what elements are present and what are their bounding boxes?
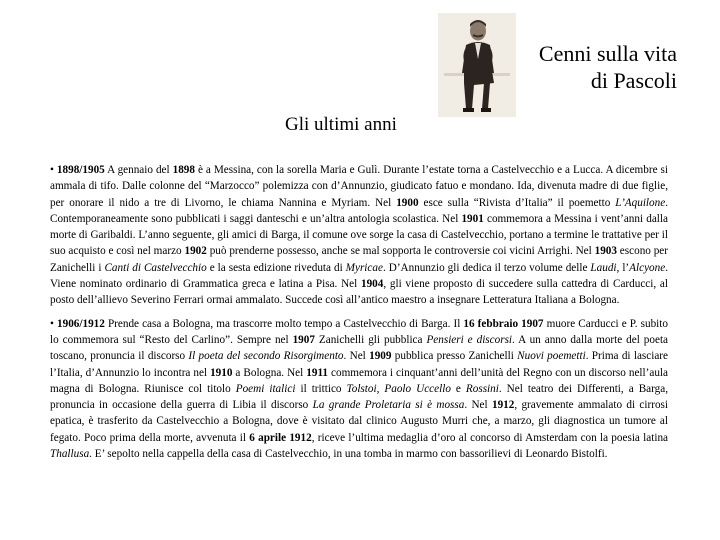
bold-date: 1903 (594, 245, 617, 258)
bold-date: 1911 (306, 366, 329, 379)
text-run: commemora a Messina i vent’anni dalla morte di Garibaldi. L’anno seguente, gli amici di Barga, il comune ove sorge la casa di Castelvecchio, portano a termine le trattative per il suo acquisto e così nel marzo (50, 212, 668, 258)
text-run: . Nel (464, 399, 492, 412)
text-run: escono per Zanichelli i (50, 245, 669, 274)
work-title: Myricae (345, 261, 383, 274)
text-run: e (450, 382, 466, 395)
text-run: è a Messina, con la sorella Maria e Gulì. Durante l’estate torna a Castelvecchio e a Lucca. A dicembre si ammala di tifo. Dalle colonne del “Marzocco” polemizza con d’Annunzio, giudicato fatuo e mondano. Ida, divenuta madre di due figlie, per onorare il nido a tre di Livorno, le chiama Nannina e Myriam. Nel (50, 164, 668, 209)
text-run: A gennaio del (104, 164, 173, 176)
bold-date: 1912 (491, 399, 515, 412)
text-run: , gravemente ammalato di cirrosi epatica, è trasferito da Castelvecchio a Bologna, dove è visitato dal clinico Augusto Murri che, a marzo, gli diagnostica un tumore al fegato. Poco prima della morte, avvenuta il (50, 399, 669, 444)
text-run: . Nel teatro dei Differenti, a Barga, pronuncia in occasione della guerra di Libia il discorso (50, 382, 669, 412)
text-run: , riceve l’ultima medaglia d’oro al concorso di Amsterdam con la poesia latina (311, 431, 668, 444)
biography-paragraph (50, 316, 668, 463)
text-run: Prende casa a Bologna, ma trascorre molto tempo a Castelvecchio di Barga. Il (104, 317, 464, 330)
text-run: , gli viene proposto di succedere sulla cattedra di Carducci, al posto dell’allievo Severino Ferrari ormai ammalato. Succede così all’antico maestro a insegnare Letteratura Italiana a Bologna. (50, 278, 668, 307)
work-title: Nuovi poemetti (517, 350, 586, 363)
bold-date: 1900 (396, 196, 419, 209)
bold-date: 1898 (172, 164, 195, 176)
work-title: Canti di Castelvecchio (104, 261, 207, 274)
bold-date: 1909 (369, 350, 392, 363)
text-run: . D’Annunzio gli dedica il terzo volume delle (382, 261, 591, 274)
work-title: Rossini (465, 382, 499, 395)
text-run: può prenderne possesso, anche se mal sopporta le controversie coi vicini Arrighi. Nel (206, 245, 595, 258)
bold-date: 1898/1905 (56, 164, 105, 176)
work-title: L’Aquilone (615, 196, 666, 209)
text-run: pubblica presso Zanichelli (391, 350, 518, 363)
text-run: muore Carducci e P. subito lo commemora sul “Resto del Carlino”. Sempre nel (50, 317, 668, 346)
title-line-1: Cenni sulla vita (538, 41, 677, 66)
work-title: Poemi italici (235, 382, 296, 395)
text-run: . A un anno dalla morte del poeta toscano, pronuncia il discorso (50, 333, 669, 363)
text-run: . Viene nominato ordinario di Grammatica greca e latina a Pisa. Nel (50, 261, 668, 291)
text-run: . E’ sepolto nella cappella della casa di Castelvecchio, in una tomba in marmo con bassorilievi di Leonardo Bistolfi. (89, 448, 608, 461)
bold-date: 6 aprile 1912 (249, 431, 312, 444)
bold-date: 1906/1912 (57, 317, 105, 330)
biography-paragraph (50, 162, 668, 309)
text-run: • (50, 164, 57, 176)
text-run: • (50, 317, 57, 330)
text-run: il trittico (295, 382, 347, 395)
bold-date: 1904 (360, 278, 384, 291)
page-title (457, 40, 677, 94)
work-title: La grande Proletaria si è mossa (312, 399, 465, 412)
section-subtitle: Gli ultimi anni (285, 114, 397, 135)
bold-date: 1902 (184, 245, 207, 258)
bold-date: 1901 (461, 212, 484, 225)
work-title: Il poeta del secondo Risorgimento (188, 350, 344, 363)
text-run: Zanichelli gli pubblica (314, 333, 427, 346)
text-run: esce sulla “Rivista d’Italia” il poemetto (418, 196, 616, 209)
bold-date: 1907 (292, 333, 315, 346)
text-run: . Nel (343, 350, 370, 363)
text-run: , l’ (616, 261, 630, 274)
work-title: Alcyone (629, 261, 666, 274)
bold-date: 16 febbraio 1907 (463, 317, 544, 330)
biography-text (50, 162, 668, 469)
title-line-2: di Pascoli (590, 68, 677, 93)
bold-date: 1910 (210, 366, 233, 379)
work-title: Pensieri e discorsi (426, 333, 513, 346)
text-run: a Bologna. Nel (232, 366, 307, 379)
text-run: . Prima di lasciare l’Italia, d’Annunzio lo incontra nel (50, 350, 668, 379)
text-run: commemora i cinquant’anni dell’unità del Regno con un discorso nell’aula magna di Bologna. Riunisce col titolo (50, 366, 669, 395)
work-title: Laudi (590, 261, 617, 274)
text-run: e la sesta edizione riveduta di (206, 261, 346, 274)
work-title: Tolstoi, Paolo Uccello (346, 382, 451, 395)
work-title: Thallusa (50, 448, 90, 461)
text-run: . Contemporaneamente sono pubblicati i saggi danteschi e un’altra antologia scolastica. Nel (50, 196, 668, 225)
